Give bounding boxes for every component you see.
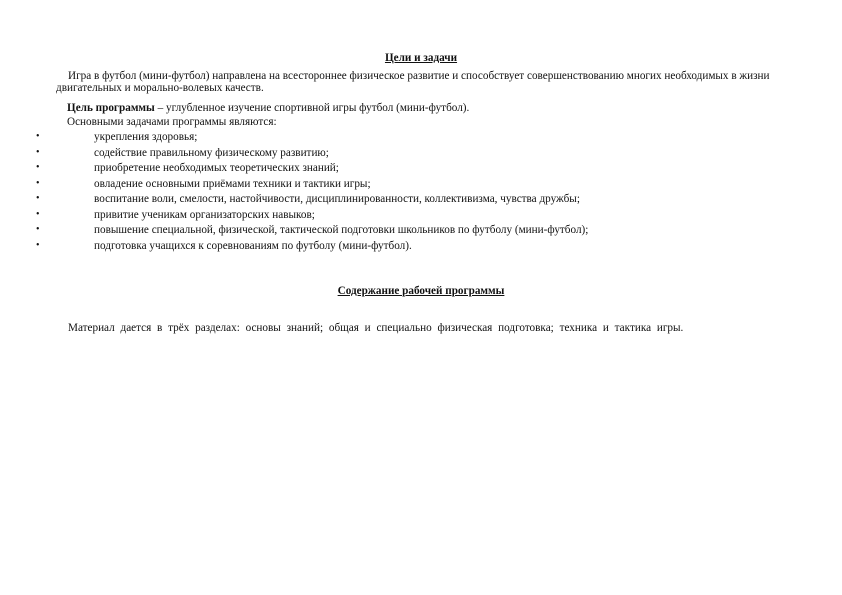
task-text: привитие ученикам организаторских навыков; — [94, 208, 315, 221]
bullet-icon: • — [36, 193, 40, 204]
bullet-icon: • — [36, 239, 40, 251]
content-paragraph: Материал дается в трёх разделах: основы знаний; общая и специально физическая подготовка; техника и тактика игры. — [68, 322, 684, 334]
task-text: содействие правильному физическому развитию; — [94, 146, 329, 159]
bullet-icon: • — [36, 208, 40, 220]
intro-paragraph: Игра в футбол (мини-футбол) направлена на всестороннее физическое развитие и способствует совершенствованию многих необходимых в жизни двигательных и морально-волевых качеств. — [56, 70, 770, 94]
tasks-intro: Основными задачами программы являются: — [67, 116, 277, 128]
task-text: повышение специальной, физической, тактической подготовки школьников по футболу (мини-футбол); — [94, 224, 589, 236]
bullet-icon: • — [36, 131, 40, 142]
bullet-icon: • — [36, 177, 40, 189]
goal-text: – углубленное изучение спортивной игры футбол (мини-футбол). — [154, 102, 470, 114]
section-title-goals: Цели и задачи — [384, 52, 458, 64]
goal-label: Цель программы — [67, 102, 155, 114]
task-text: укрепления здоровья; — [94, 131, 198, 143]
task-text: приобретение необходимых теоретических знаний; — [94, 162, 339, 174]
bullet-icon: • — [36, 146, 40, 158]
section-title-content: Содержание рабочей программы — [337, 285, 505, 297]
bullet-icon: • — [36, 224, 40, 235]
goal-line — [67, 102, 469, 114]
task-text: подготовка учащихся к соревнованиям по футболу (мини-футбол). — [94, 239, 412, 252]
task-text: воспитание воли, смелости, настойчивости, дисциплинированности, коллективизма, чувства дружбы; — [94, 193, 580, 205]
task-text: овладение основными приёмами техники и тактики игры; — [94, 177, 371, 190]
bullet-icon: • — [36, 162, 40, 173]
